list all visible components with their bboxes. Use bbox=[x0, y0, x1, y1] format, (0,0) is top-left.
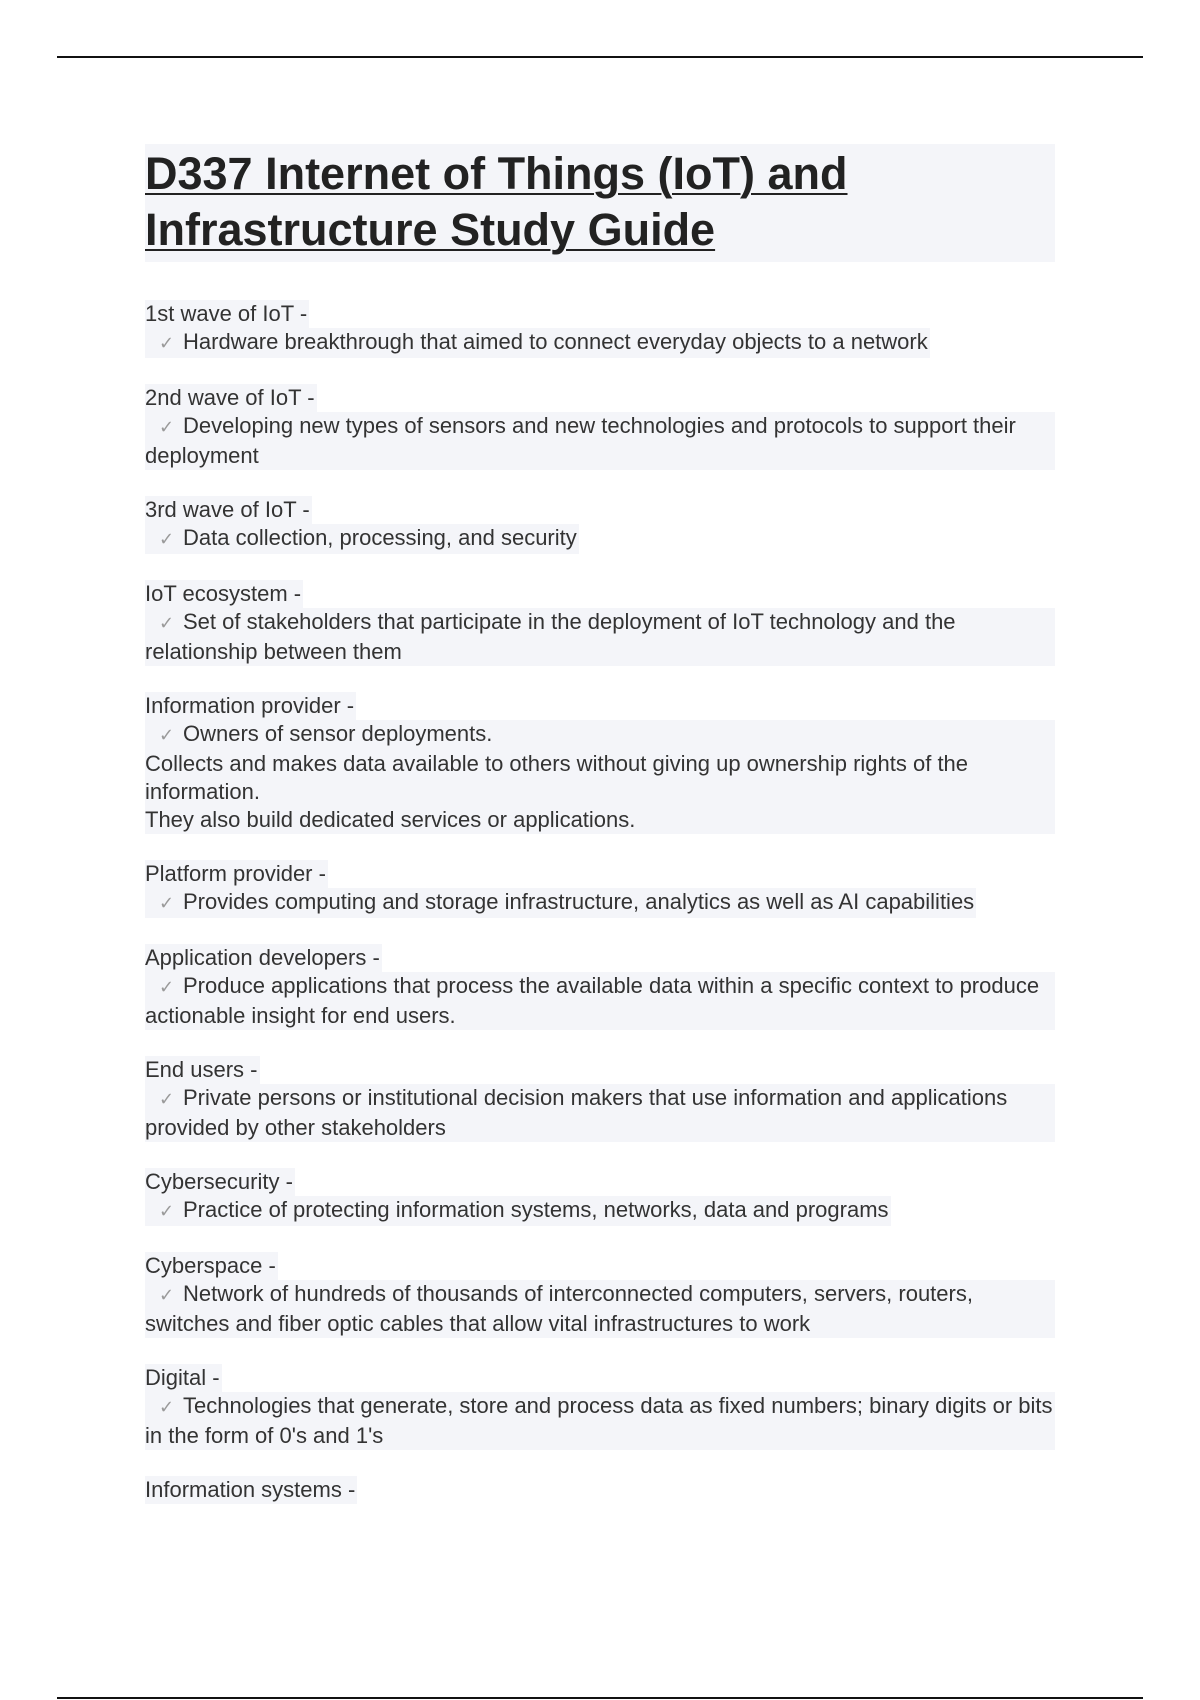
entry-information-systems bbox=[145, 1476, 1055, 1504]
entry-cybersecurity bbox=[145, 1168, 1055, 1226]
check-icon: ✓ bbox=[159, 529, 175, 550]
entry-digital bbox=[145, 1364, 1055, 1450]
entry-definition: ✓ Produce applications that process the available data within a specific context to produce actionable insight for end users. bbox=[145, 972, 1055, 1030]
entry-term: 1st wave of IoT - bbox=[145, 301, 308, 326]
entry-application-developers bbox=[145, 944, 1055, 1030]
entry-end-users bbox=[145, 1056, 1055, 1142]
check-icon: ✓ bbox=[159, 613, 175, 634]
top-rule bbox=[57, 56, 1143, 58]
entry-term: Information provider - bbox=[145, 693, 355, 718]
check-icon: ✓ bbox=[159, 1201, 175, 1222]
entry-iot-ecosystem bbox=[145, 580, 1055, 666]
page-title: D337 Internet of Things (IoT) and Infrastructure Study Guide bbox=[145, 148, 848, 255]
entry-definition: ✓ Provides computing and storage infrastructure, analytics as well as AI capabilities bbox=[145, 888, 976, 918]
check-icon: ✓ bbox=[159, 977, 175, 998]
bottom-rule bbox=[57, 1697, 1143, 1699]
entry-definition: ✓ Private persons or institutional decision makers that use information and applications provided by other stakeholders bbox=[145, 1084, 1055, 1142]
entry-term: Application developers - bbox=[145, 945, 380, 970]
entry-1st-wave bbox=[145, 300, 1055, 358]
entry-cyberspace bbox=[145, 1252, 1055, 1338]
check-icon: ✓ bbox=[159, 725, 175, 746]
entry-definition: ✓ Set of stakeholders that participate in the deployment of IoT technology and the relationship between them bbox=[145, 608, 1055, 666]
check-icon: ✓ bbox=[159, 1089, 175, 1110]
entry-term: Cybersecurity - bbox=[145, 1169, 293, 1194]
entry-definition: ✓ Data collection, processing, and security bbox=[145, 524, 579, 554]
entry-term: 3rd wave of IoT - bbox=[145, 497, 310, 522]
title-box bbox=[145, 144, 1055, 262]
entry-2nd-wave bbox=[145, 384, 1055, 470]
entry-definition: ✓ Hardware breakthrough that aimed to connect everyday objects to a network bbox=[145, 328, 930, 358]
check-icon: ✓ bbox=[159, 893, 175, 914]
entry-definition: ✓ Practice of protecting information systems, networks, data and programs bbox=[145, 1196, 891, 1226]
entry-term: IoT ecosystem - bbox=[145, 581, 302, 606]
entry-term: End users - bbox=[145, 1057, 258, 1082]
entry-information-provider bbox=[145, 692, 1055, 834]
check-icon: ✓ bbox=[159, 417, 175, 438]
entry-platform-provider bbox=[145, 860, 1055, 918]
entry-definition: ✓ Technologies that generate, store and process data as fixed numbers; binary digits or bits in the form of 0's and 1's bbox=[145, 1392, 1055, 1450]
entry-3rd-wave bbox=[145, 496, 1055, 554]
entry-definition: ✓ Developing new types of sensors and new technologies and protocols to support their deployment bbox=[145, 412, 1055, 470]
document-body bbox=[145, 144, 1055, 1530]
check-icon: ✓ bbox=[159, 333, 175, 354]
entry-term: 2nd wave of IoT - bbox=[145, 385, 315, 410]
entry-term: Platform provider - bbox=[145, 861, 326, 886]
entry-term: Information systems - bbox=[145, 1477, 356, 1502]
entry-definition: ✓ Network of hundreds of thousands of interconnected computers, servers, routers, switches and fiber optic cables that allow vital infrastructures to work bbox=[145, 1280, 1055, 1338]
check-icon: ✓ bbox=[159, 1397, 175, 1418]
entry-term: Digital - bbox=[145, 1365, 220, 1390]
check-icon: ✓ bbox=[159, 1285, 175, 1306]
entry-term: Cyberspace - bbox=[145, 1253, 276, 1278]
entry-definition: ✓ Owners of sensor deployments. Collects and makes data available to others without giving up ownership rights of the information. They also build dedicated services or applications. bbox=[145, 720, 1055, 834]
